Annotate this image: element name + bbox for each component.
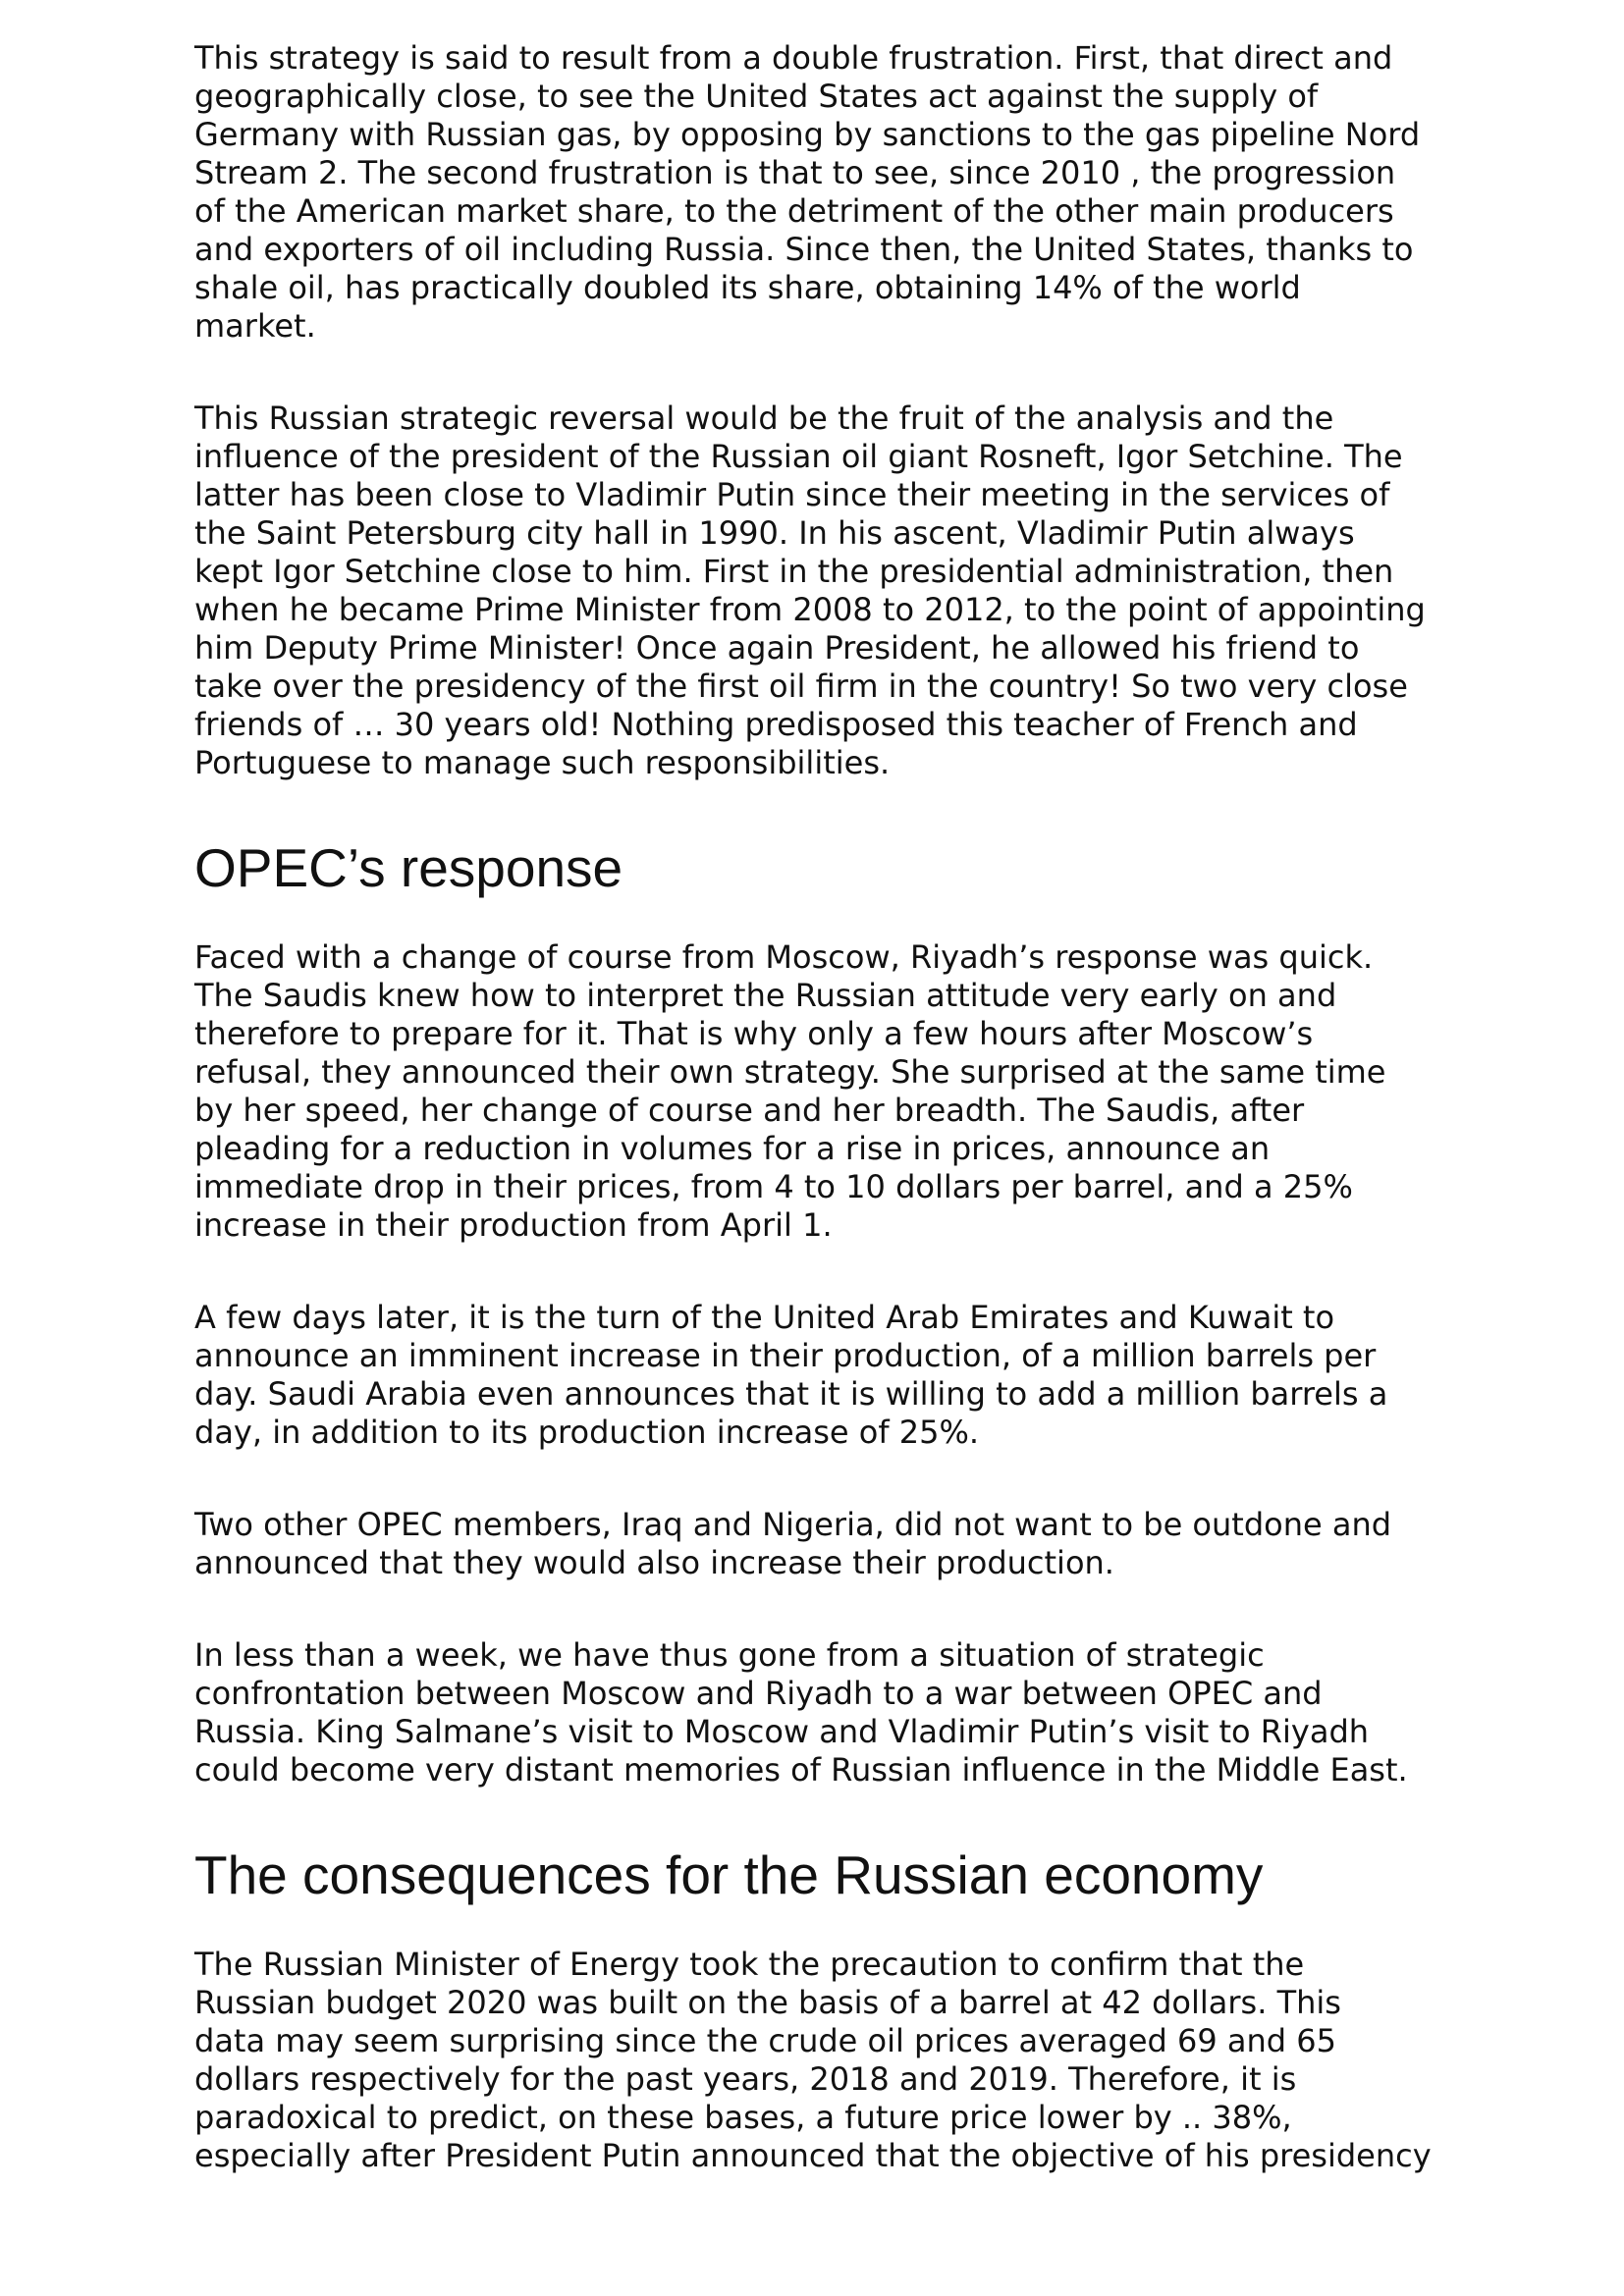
document-page — [194, 39, 1461, 2175]
paragraph-riyadh-response: Faced with a change of course from Moscow, Riyadh’s response was quick. The Saudis knew how to interpret the Russian attitude very early on and therefore to prepare for it. That is why only a few hours after Moscow’s refusal, they announced their own strategy. She surprised at the same time by her speed, her change of course and her breadth. The Saudis, after pleading for a reduction in volumes for a rise in prices, announce an immediate drop in their prices, from 4 to 10 dollars per barrel, and a 25% increase in their production from April 1. — [194, 938, 1386, 1244]
paragraph-uae-kuwait: A few days later, it is the turn of the United Arab Emirates and Kuwait to announce an imminent increase in their production, of a million barrels per day. Saudi Arabia even announces that it is willing to add a million barrels a day, in addition to its production increase of 25%. — [194, 1299, 1388, 1451]
paragraph-russian-budget: The Russian Minister of Energy took the precaution to confirm that the Russian budget 2020 was built on the basis of a barrel at 42 dollars. This data may seem surprising since the crude oil prices averaged 69 and 65 dollars respectively for the past years, 2018 and 2019. Therefore, it is paradoxical to predict, on these bases, a future price lower by .. 38%, especially after President Putin announced that the objective of his presidency — [194, 1946, 1432, 2174]
section-heading-russian-economy: The consequences for the Russian economy — [194, 1844, 1264, 1905]
paragraph-strategic-reversal: This Russian strategic reversal would be the fruit of the analysis and the influence of the president of the Russian oil giant Rosneft, Igor Setchine. The latter has been close to Vladimir Putin since their meeting in the services of the Saint Petersburg city hall in 1990. In his ascent, Vladimir Putin always kept Igor Setchine close to him. First in the presidential administration, then when he became Prime Minister from 2008 to 2012, to the point of appointing him Deputy Prime Minister! Once again President, he allowed his friend to take over the presidency of the first oil firm in the country! So two very close friends of … 30 years old! Nothing predisposed this teacher of French and Portuguese to manage such responsibilities. — [194, 400, 1426, 781]
section-heading-opec-response: OPEC’s response — [194, 837, 623, 898]
paragraph-opec-russia-war: In less than a week, we have thus gone from a situation of strategic confrontation between Moscow and Riyadh to a war between OPEC and Russia. King Salmane’s visit to Moscow and Vladimir Putin’s visit to Riyadh could become very distant memories of Russian influence in the Middle East. — [194, 1636, 1408, 1789]
paragraph-double-frustration: This strategy is said to result from a double frustration. First, that direct and geographically close, to see the United States act against the supply of Germany with Russian gas, by opposing by sanctions to the gas pipeline Nord Stream 2. The second frustration is that to see, since 2010 , the progression of the American market share, to the detriment of the other main producers and exporters of oil including Russia. Since then, the United States, thanks to shale oil, has practically doubled its share, obtaining 14% of the world market. — [194, 39, 1421, 345]
paragraph-iraq-nigeria: Two other OPEC members, Iraq and Nigeria, did not want to be outdone and announced that they would also increase their production. — [194, 1506, 1392, 1581]
